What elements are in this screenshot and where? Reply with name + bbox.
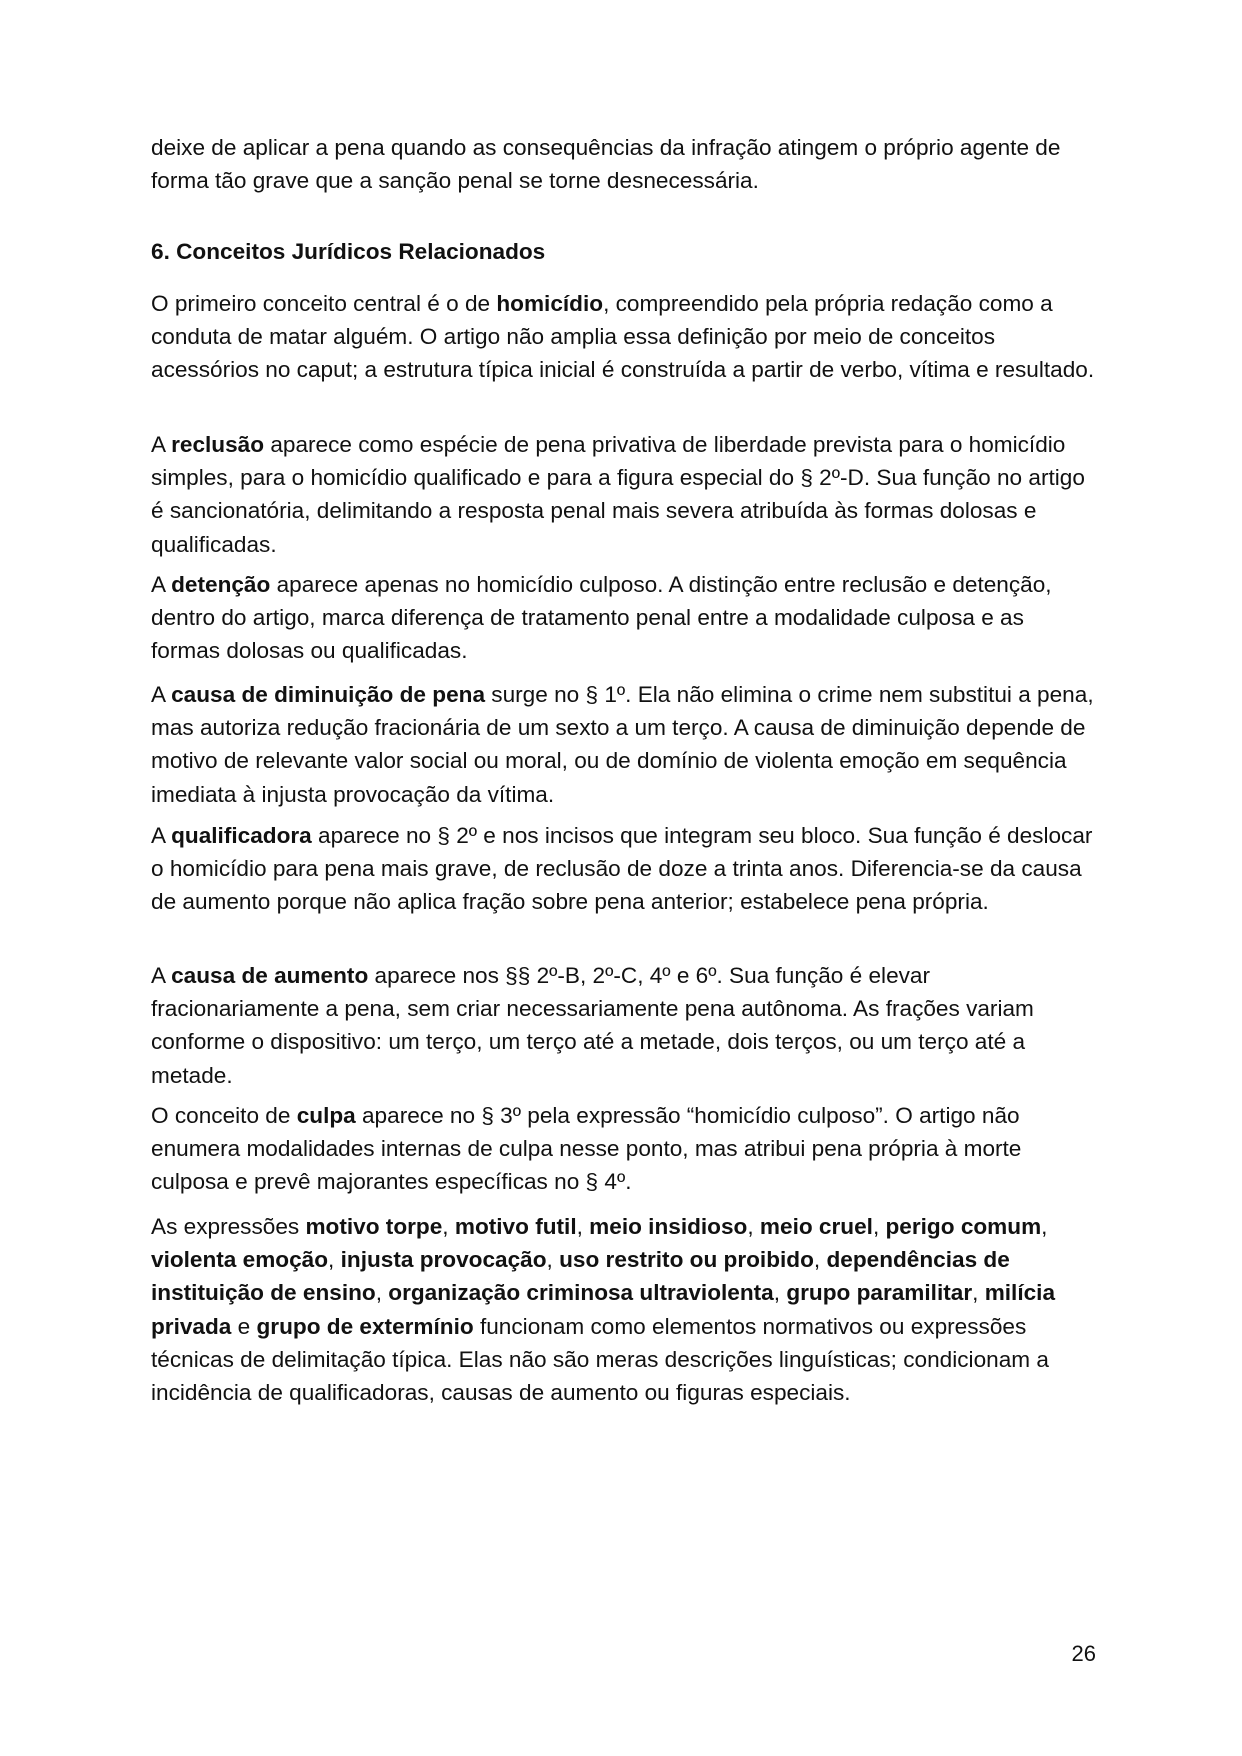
paragraph-text: , xyxy=(813,1247,827,1273)
paragraph-text: A xyxy=(151,572,172,597)
paragraph-text: e xyxy=(231,1313,257,1339)
paragraph-text: , compreendido pela própria redação como a conduta de matar alguém. O artigo não amplia essa definição por meio de conceitos acessórios no caput; a estrutura típica inicial é construída a partir de verbo, vítima e resultado. xyxy=(151,291,1095,383)
paragraph-causa-diminuicao xyxy=(151,678,1096,811)
paragraph-text: , xyxy=(375,1280,389,1306)
paragraph-text: aparece no § 3º pela expressão “homicídio culposo”. O artigo não enumera modalidades internas de culpa nesse ponto, mas atribui pena própria à morte culposa e prevê majorantes específicas no § 4º. xyxy=(151,1103,1022,1195)
paragraph-term: dependências de instituição de ensino xyxy=(151,1247,1010,1306)
intro-paragraph xyxy=(151,131,1096,197)
paragraph-detencao xyxy=(151,568,1096,668)
paragraph-term: meio cruel xyxy=(759,1214,873,1239)
paragraph-term: motivo torpe xyxy=(305,1214,443,1239)
paragraph-text: aparece no § 2º e nos incisos que integram seu bloco. Sua função é deslocar o homicídio para pena mais grave, de reclusão de doze a trinta anos. Diferencia-se da causa de aumento porque não aplica fração sobre pena anterior; estabelece pena própria. xyxy=(151,823,1093,915)
paragraph-text: , xyxy=(576,1214,590,1239)
paragraph-text: , xyxy=(1041,1214,1048,1239)
paragraph-text: , xyxy=(546,1247,560,1273)
paragraph-term: reclusão xyxy=(171,432,265,457)
paragraph-text: O conceito de xyxy=(151,1103,297,1128)
paragraph-text: , xyxy=(872,1214,886,1239)
paragraph-term: grupo de extermínio xyxy=(256,1313,474,1339)
paragraph-term: homicídio xyxy=(496,291,604,316)
paragraph-text: , xyxy=(747,1214,760,1239)
paragraph-term: grupo paramilitar xyxy=(786,1280,973,1306)
intro-text: deixe de aplicar a pena quando as consequências da infração atingem o próprio agente de forma tão grave que a sanção penal se torne desnecessária. xyxy=(151,135,1061,194)
paragraph-text: A xyxy=(151,432,172,457)
paragraph-term: qualificadora xyxy=(171,823,312,848)
paragraph-term: motivo futil xyxy=(454,1214,577,1239)
paragraph-term: culpa xyxy=(296,1103,356,1128)
paragraph-text: surge no § 1º. Ela não elimina o crime nem substitui a pena, mas autoriza redução fracionária de um sexto a um terço. A causa de diminuição depende de motivo de relevante valor social ou moral, ou de domínio de violenta emoção em sequência imediata à injusta provocação da vítima. xyxy=(151,682,1094,807)
paragraph-text: A xyxy=(151,963,172,988)
section-heading: 6. Conceitos Jurídicos Relacionados xyxy=(151,239,546,264)
page-number: 26 xyxy=(1071,1641,1096,1666)
paragraph-text: A xyxy=(151,823,172,848)
paragraph-term: uso restrito ou proibido xyxy=(559,1247,814,1273)
paragraph-expressoes xyxy=(151,1210,1096,1409)
paragraph-homicidio xyxy=(151,287,1096,387)
paragraph-qualificadora xyxy=(151,819,1096,919)
paragraph-term: milícia privada xyxy=(151,1280,1056,1339)
paragraph-term: causa de aumento xyxy=(171,963,369,988)
paragraph-text: , xyxy=(442,1214,455,1239)
paragraph-text: aparece apenas no homicídio culposo. A distinção entre reclusão e detenção, dentro do artigo, marca diferença de tratamento penal entre a modalidade culposa e as formas dolosas ou qualificadas. xyxy=(151,572,1052,664)
paragraph-text: , xyxy=(773,1280,787,1306)
paragraph-term: detenção xyxy=(171,572,271,597)
paragraph-term: violenta emoção xyxy=(151,1247,329,1273)
paragraph-term: perigo comum xyxy=(885,1214,1042,1239)
paragraph-text: funcionam como elementos normativos ou expressões técnicas de delimitação típica. Elas não são meras descrições linguísticas; condicionam a incidência de qualificadoras, causas de aumento ou figuras especiais. xyxy=(151,1313,1049,1406)
paragraph-culpa xyxy=(151,1099,1096,1199)
paragraph-term: injusta provocação xyxy=(340,1247,547,1273)
paragraph-term: organização criminosa ultraviolenta xyxy=(388,1280,774,1306)
paragraph-text: A xyxy=(151,682,172,707)
paragraph-text: O primeiro conceito central é o de xyxy=(151,291,497,316)
paragraph-text: aparece como espécie de pena privativa de liberdade prevista para o homicídio simples, para o homicídio qualificado e para a figura especial do § 2º-D. Sua função no artigo é sancionatória, delimitando a resposta penal mais severa atribuída às formas dolosas e qualificadas. xyxy=(151,432,1085,557)
paragraph-term: meio insidioso xyxy=(589,1214,748,1239)
paragraph-text: , xyxy=(328,1247,341,1273)
paragraph-text: As expressões xyxy=(151,1214,306,1239)
paragraph-text: , xyxy=(972,1280,985,1306)
paragraph-text: aparece nos §§ 2º-B, 2º-C, 4º e 6º. Sua função é elevar fracionariamente a pena, sem criar necessariamente pena autônoma. As frações variam conforme o dispositivo: um terço, um terço até a metade, dois terços, ou um terço até a metade. xyxy=(151,963,1034,1088)
paragraph-reclusao xyxy=(151,428,1096,561)
paragraph-causa-aumento xyxy=(151,959,1096,1092)
paragraph-term: causa de diminuição de pena xyxy=(171,682,486,707)
